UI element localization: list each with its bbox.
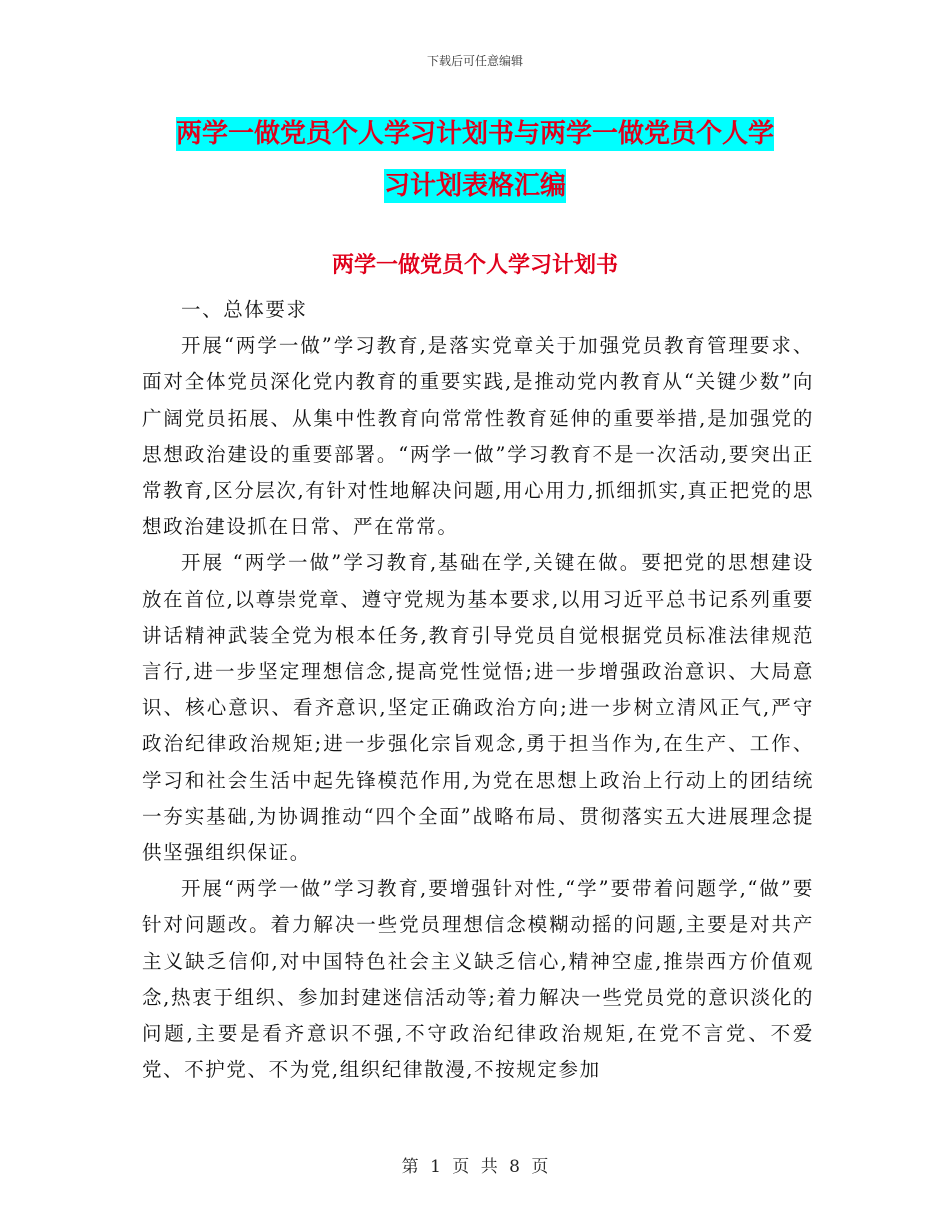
body-text	[142, 292, 814, 1088]
paragraph-1: 开展“两学一做”学习教育,是落实党章关于加强党员教育管理要求、面对全体党员深化党内教育的重要实践,是推动党内教育从“关键少数”向广阔党员拓展、从集中性教育向常常性教育延伸的重要举措,是加强党的思想政治建设的重要部署。“两学一做”学习教育不是一次活动,要突出正常教育,区分层次,有针对性地解决问题,用心用力,抓细抓实,真正把党的思想政治建设抓在日常、严在常常。	[142, 334, 814, 539]
paragraph-2: 开展 “两学一做”学习教育,基础在学,关键在做。要把党的思想建设放在首位,以尊崇党章、遵守党规为基本要求,以用习近平总书记系列重要讲话精神武装全党为根本任务,教育引导党员自觉根据党员标准法律规范言行,进一步坚定理想信念,提高党性觉悟;进一步增强政治意识、大局意识、核心意识、看齐意识,坚定正确政治方向;进一步树立清风正气,严守政治纪律政治规矩;进一步强化宗旨观念,勇于担当作为,在生产、工作、学习和社会生活中起先锋模范作用,为党在思想上政治上行动上的团结统一夯实基础,为协调推动“四个全面”战略布局、贯彻落实五大进展理念提供坚强组织保证。	[142, 551, 814, 865]
title-line-1: 两学一做党员个人学习计划书与两学一做党员个人学	[175, 119, 774, 149]
document-title	[140, 108, 810, 212]
section-title: 两学一做党员个人学习计划书	[331, 252, 618, 278]
section-heading: 一、总体要求	[181, 298, 308, 321]
paragraph-3: 开展“两学一做”学习教育,要增强针对性,“学”要带着问题学,“做”要针对问题改。着力解决一些党员理想信念模糊动摇的问题,主要是对共产主义缺乏信仰,对中国特色社会主义缺乏信心,精神空虚,推崇西方价值观念,热衷于组织、参加封建迷信活动等;着力解决一些党员党的意识淡化的问题,主要是看齐意识不强,不守政治纪律政治规矩,在党不言党、不爱党、不护党、不为党,组织纪律散漫,不按规定参加	[142, 877, 814, 1082]
header-note: 下载后可任意编辑	[426, 54, 523, 68]
page-footer: 第 1 页 共 8 页	[401, 1157, 549, 1177]
title-line-2: 习计划表格汇编	[383, 171, 566, 201]
